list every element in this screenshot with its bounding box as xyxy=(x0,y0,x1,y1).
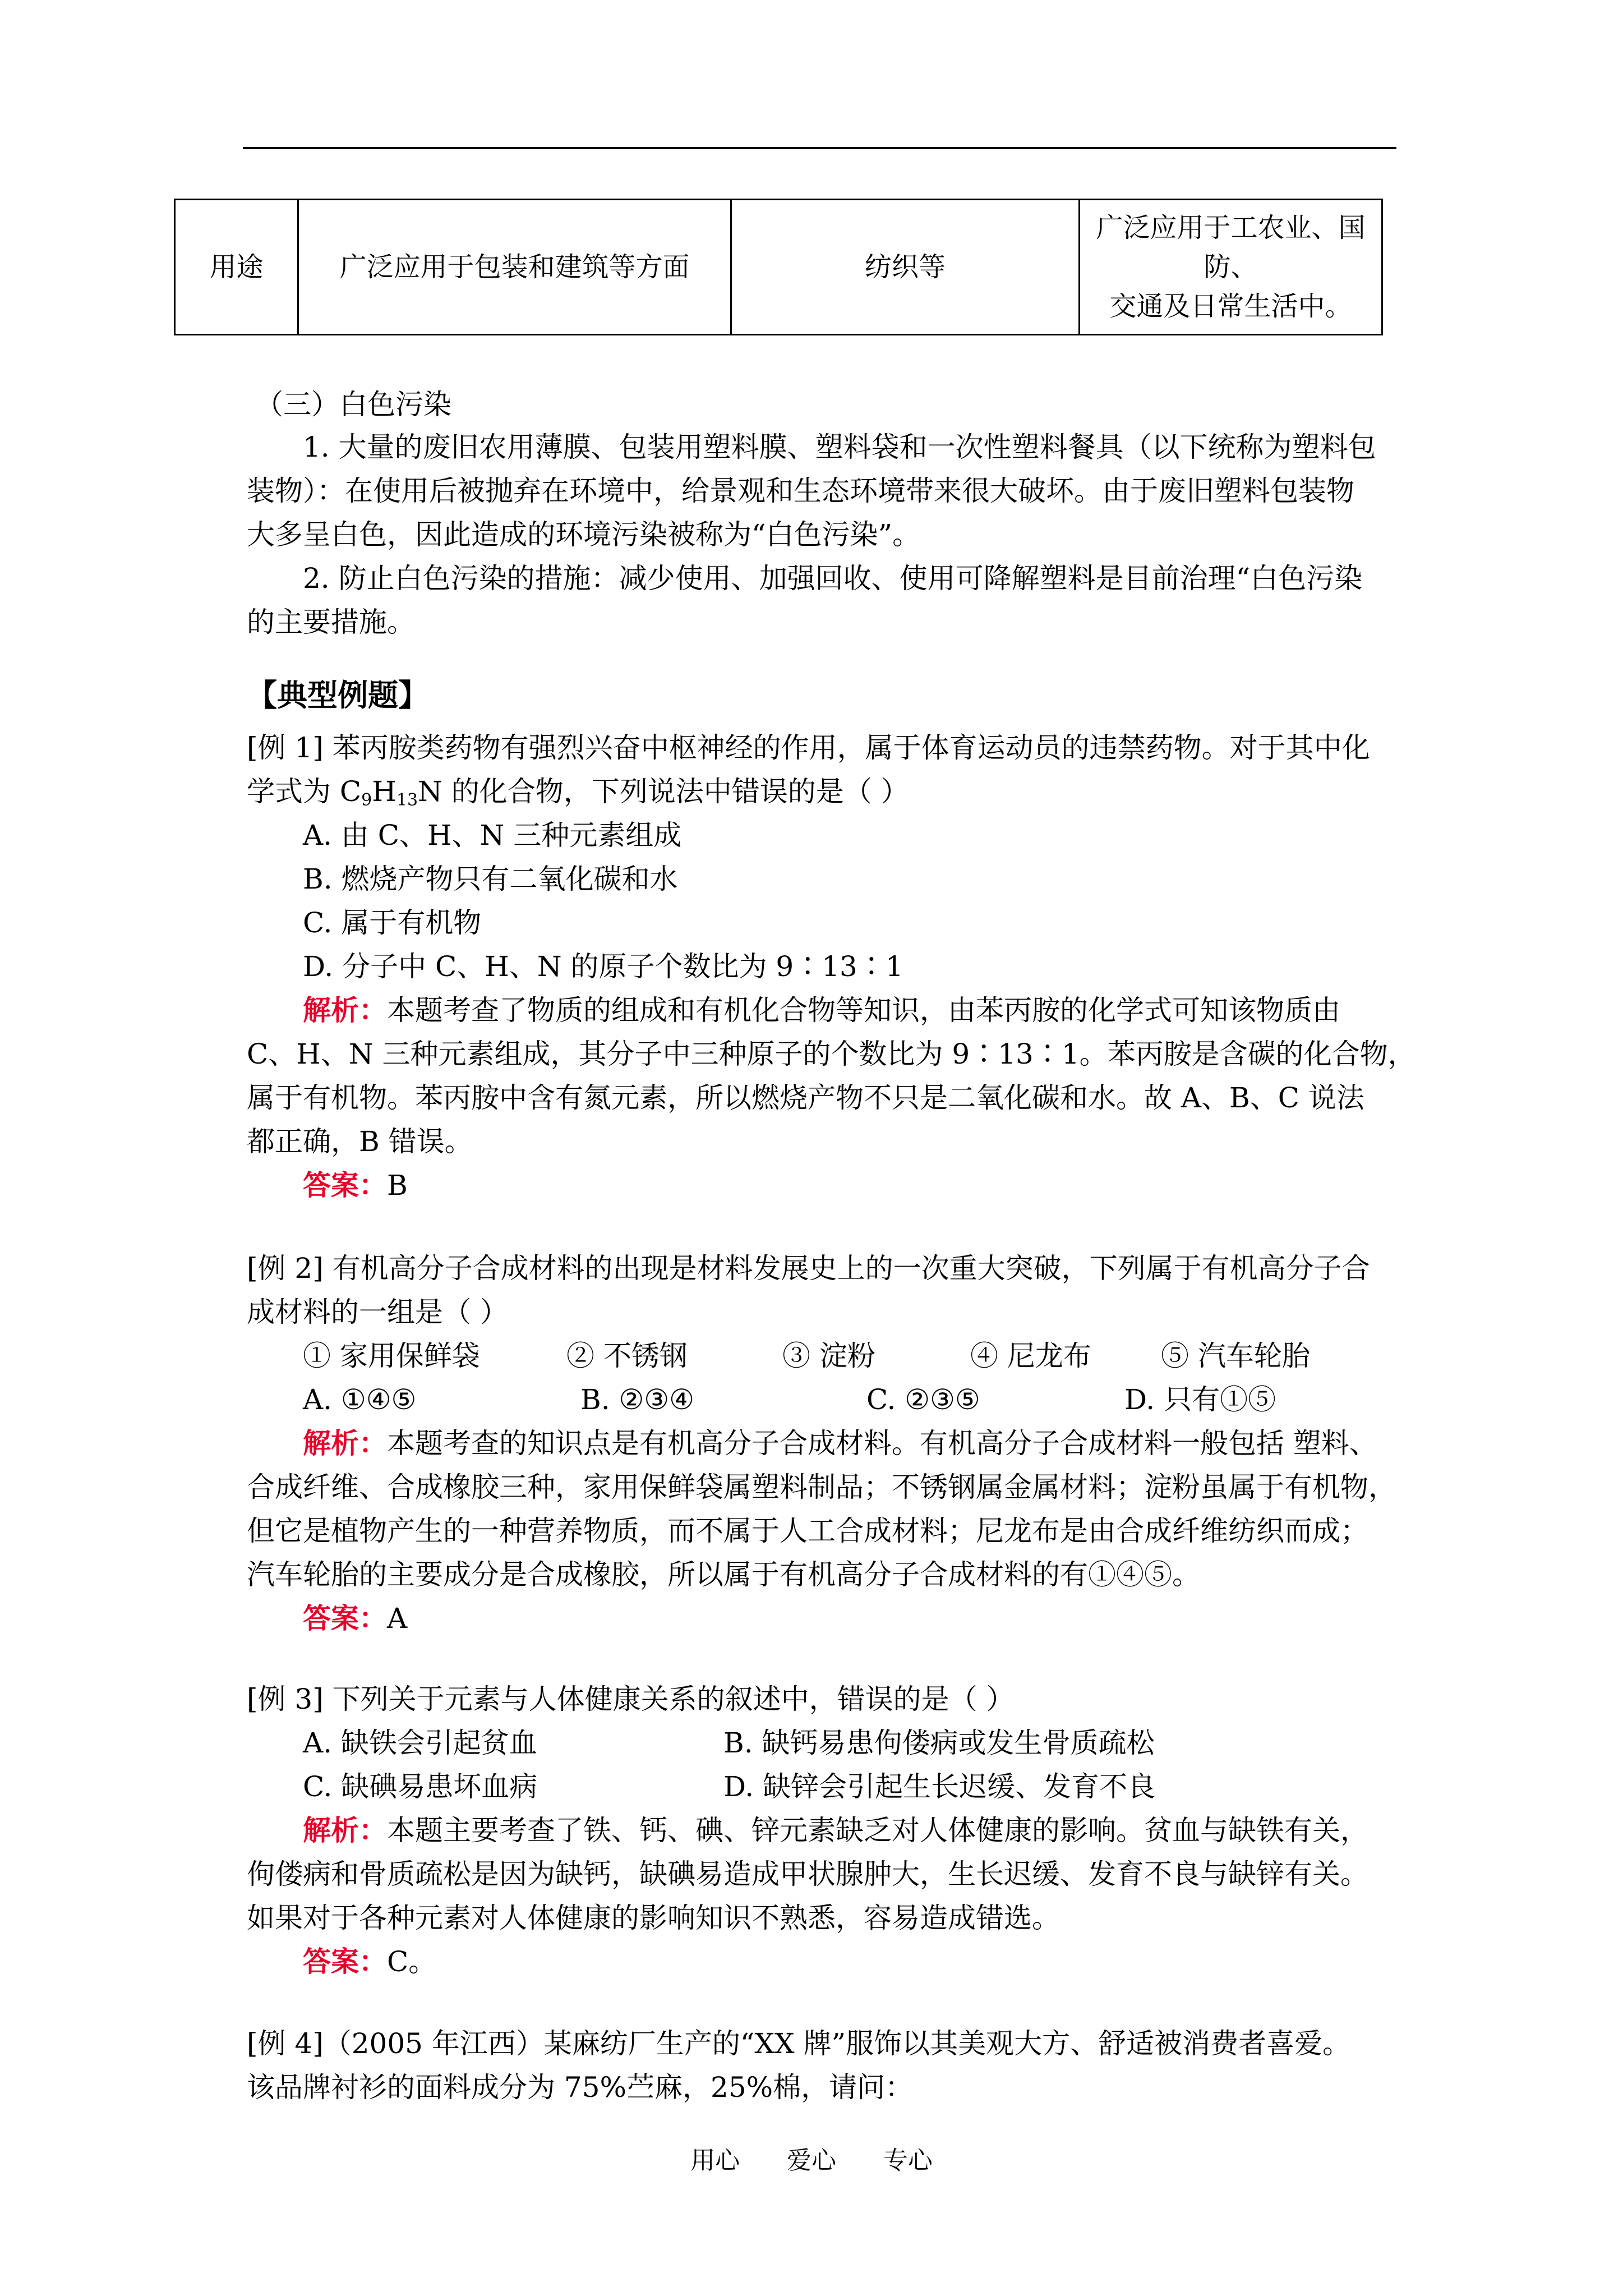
option: C. ②③⑤ xyxy=(866,1383,980,1416)
option: C. 缺碘易患坏血病 xyxy=(303,1770,538,1803)
paragraph-line: 的主要措施。 xyxy=(247,606,415,638)
analysis-line: 汽车轮胎的主要成分是合成橡胶，所以属于有机高分子合成材料的有①④⑤。 xyxy=(247,1558,1200,1591)
section-title: （三）白色污染 xyxy=(255,388,451,421)
paragraph-line: 大多呈白色，因此造成的环境污染被称为“白色污染”。 xyxy=(247,518,921,551)
question-line: [例 1] 苯丙胺类药物有强烈兴奋中枢神经的作用，属于体育运动员的违禁药物。对于其中化 xyxy=(247,731,1370,764)
table-cell: 广泛应用于包装和建筑等方面 xyxy=(298,200,731,335)
analysis-line: 都正确，B 错误。 xyxy=(247,1125,473,1158)
analysis-label: 解析： xyxy=(303,993,387,1027)
option: D. 缺锌会引起生长迟缓、发育不良 xyxy=(723,1770,1156,1803)
page-footer: 用心 爱心 专心 xyxy=(690,2146,933,2175)
answer-line xyxy=(303,1163,408,1207)
subscript: 9 xyxy=(361,790,372,810)
item: ③ 淀粉 xyxy=(782,1340,875,1372)
option: D. 只有①⑤ xyxy=(1124,1383,1276,1416)
option: A. ①④⑤ xyxy=(303,1383,417,1416)
usage-table xyxy=(174,199,1383,335)
item: ② 不锈钢 xyxy=(566,1340,688,1372)
table-cell: 用途 xyxy=(175,200,298,335)
question-line xyxy=(247,770,909,813)
option: A. 由 C、H、N 三种元素组成 xyxy=(303,819,682,852)
item: ① 家用保鲜袋 xyxy=(303,1340,480,1372)
analysis-label: 解析： xyxy=(303,1814,387,1847)
analysis-line xyxy=(303,1421,1377,1465)
analysis-line: 属于有机物。苯丙胺中含有氮元素，所以燃烧产物不只是二氧化碳和水。故 A、B、C 说法 xyxy=(247,1082,1364,1114)
question-line: 成材料的一组是（ ） xyxy=(247,1296,508,1328)
answer-line xyxy=(303,1940,436,1984)
answer-text: B xyxy=(387,1169,408,1202)
analysis-line: 但它是植物产生的一种营养物质，而不属于人工合成材料；尼龙布是由合成纤维纺织而成； xyxy=(247,1515,1368,1547)
analysis-line xyxy=(303,988,1340,1032)
analysis-line xyxy=(303,1809,1368,1852)
section-heading: 【典型例题】 xyxy=(247,677,428,713)
analysis-text: 本题考查了物质的组成和有机化合物等知识，由苯丙胺的化学式可知该物质由 xyxy=(387,994,1340,1027)
answer-text: C。 xyxy=(387,1945,437,1978)
formula-text: H xyxy=(372,775,396,808)
table-cell-line: 交通及日常生活中。 xyxy=(1109,291,1352,322)
question-line: 该品牌衬衫的面料成分为 75%苎麻，25%棉，请问： xyxy=(247,2071,914,2104)
item: ⑤ 汽车轮胎 xyxy=(1161,1340,1310,1372)
question-line: [例 4]（2005 年江西）某麻纺厂生产的“XX 牌”服饰以其美观大方、舒适被消费者喜爱。 xyxy=(247,2027,1351,2060)
analysis-text: 本题考查的知识点是有机高分子合成材料。有机高分子合成材料一般包括 塑料、 xyxy=(387,1427,1377,1460)
option: B. ②③④ xyxy=(580,1383,695,1416)
analysis-line: 如果对于各种元素对人体健康的影响知识不熟悉，容易造成错选。 xyxy=(247,1902,1060,1934)
question-line: [例 2] 有机高分子合成材料的出现是材料发展史上的一次重大突破，下列属于有机高分子合 xyxy=(247,1252,1370,1285)
option: D. 分子中 C、H、N 的原子个数比为 9∶13∶1 xyxy=(303,950,903,983)
analysis-line: 合成纤维、合成橡胶三种，家用保鲜袋属塑料制品；不锈钢属金属材料；淀粉虽属于有机物， xyxy=(247,1471,1396,1503)
paragraph-line: 1. 大量的废旧农用薄膜、包装用塑料膜、塑料袋和一次性塑料餐具（以下统称为塑料包 xyxy=(303,431,1376,463)
option: B. 缺钙易患佝偻病或发生骨质疏松 xyxy=(723,1727,1155,1759)
analysis-line: C、H、N 三种元素组成，其分子中三种原子的个数比为 9∶13∶1。苯丙胺是含碳的化合物， xyxy=(247,1038,1416,1070)
table-row xyxy=(175,200,1382,335)
option: C. 属于有机物 xyxy=(303,907,482,939)
question-line: [例 3] 下列关于元素与人体健康关系的叙述中，错误的是（ ） xyxy=(247,1683,1015,1715)
header-rule xyxy=(243,147,1396,149)
answer-label: 答案： xyxy=(303,1602,387,1635)
option: B. 燃烧产物只有二氧化碳和水 xyxy=(303,863,678,895)
paragraph-line: 2. 防止白色污染的措施：减少使用、加强回收、使用可降解塑料是目前治理“白色污染 xyxy=(303,562,1363,595)
paragraph-line: 装物）：在使用后被抛弃在环境中，给景观和生态环境带来很大破坏。由于废旧塑料包装物 xyxy=(247,475,1354,507)
table-cell-line: 广泛应用于工农业、国防、 xyxy=(1096,212,1366,283)
table-cell xyxy=(1080,200,1382,335)
answer-text: A xyxy=(387,1602,408,1635)
answer-label: 答案： xyxy=(303,1168,387,1202)
analysis-text: 本题主要考查了铁、钙、碘、锌元素缺乏对人体健康的影响。贫血与缺铁有关， xyxy=(387,1814,1368,1847)
subscript: 13 xyxy=(396,790,418,810)
item: ④ 尼龙布 xyxy=(970,1340,1091,1372)
analysis-label: 解析： xyxy=(303,1427,387,1460)
answer-label: 答案： xyxy=(303,1945,387,1978)
question-text: 学式为 C xyxy=(247,775,362,808)
option: A. 缺铁会引起贫血 xyxy=(303,1727,537,1759)
answer-line xyxy=(303,1596,407,1640)
table-cell: 纺织等 xyxy=(731,200,1080,335)
analysis-line: 佝偻病和骨质疏松是因为缺钙，缺碘易造成甲状腺肿大，生长迟缓、发育不良与缺锌有关。 xyxy=(247,1858,1368,1890)
question-text: N 的化合物，下列说法中错误的是（ ） xyxy=(418,775,909,808)
